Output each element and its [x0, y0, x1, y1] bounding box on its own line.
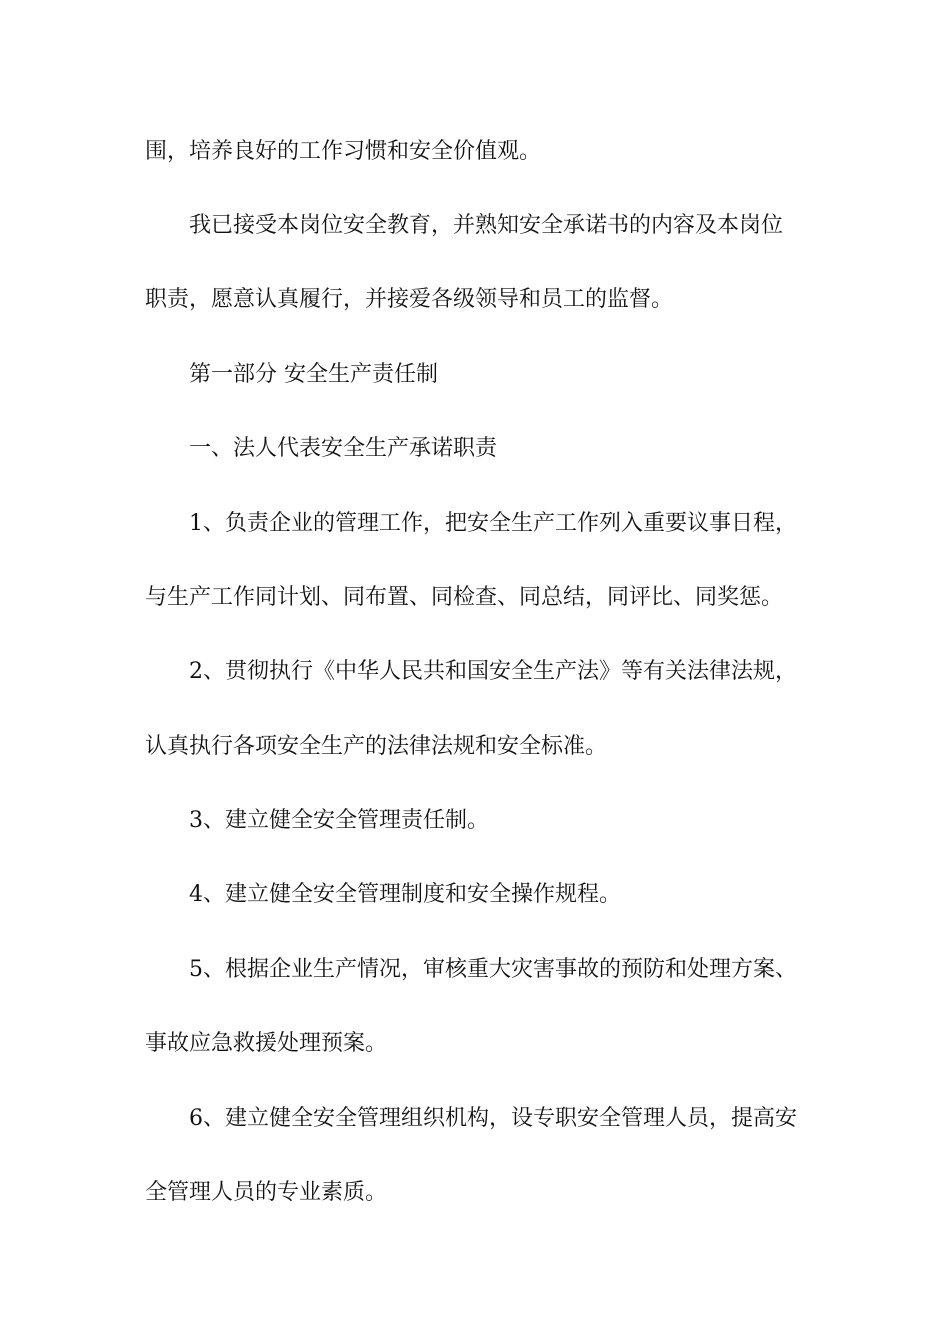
- text-line: 围，培养良好的工作习惯和安全价值观。: [145, 139, 542, 164]
- text-line: 4、建立健全安全管理制度和安全操作规程。: [189, 882, 621, 907]
- text-line: 认真执行各项安全生产的法律法规和安全标准。: [145, 734, 608, 759]
- text-line: 与生产工作同计划、同布置、同检查、同总结，同评比、同奖惩。: [145, 585, 784, 610]
- text-line: 6、建立健全安全管理组织机构，设专职安全管理人员，提高安: [189, 1106, 797, 1131]
- text-line: 3、建立健全安全管理责任制。: [189, 808, 489, 833]
- text-line: 5、根据企业生产情况，审核重大灾害事故的预防和处理方案、: [189, 957, 797, 982]
- text-line: 职责，愿意认真履行，并接爱各级领导和员工的监督。: [145, 287, 674, 312]
- text-line: 全管理人员的专业素质。: [145, 1180, 388, 1205]
- text-line: 1、负责企业的管理工作，把安全生产工作列入重要议事日程，: [189, 511, 797, 536]
- text-line: 事故应急救援处理预案。: [145, 1031, 388, 1056]
- text-line: 2、贯彻执行《中华人民共和国安全生产法》等有关法律法规，: [189, 659, 797, 684]
- text-line: 我已接受本岗位安全教育，并熟知安全承诺书的内容及本岗位: [189, 213, 784, 238]
- subsection-heading: 一、法人代表安全生产承诺职责: [189, 436, 498, 461]
- section-heading: 第一部分 安全生产责任制: [189, 362, 438, 387]
